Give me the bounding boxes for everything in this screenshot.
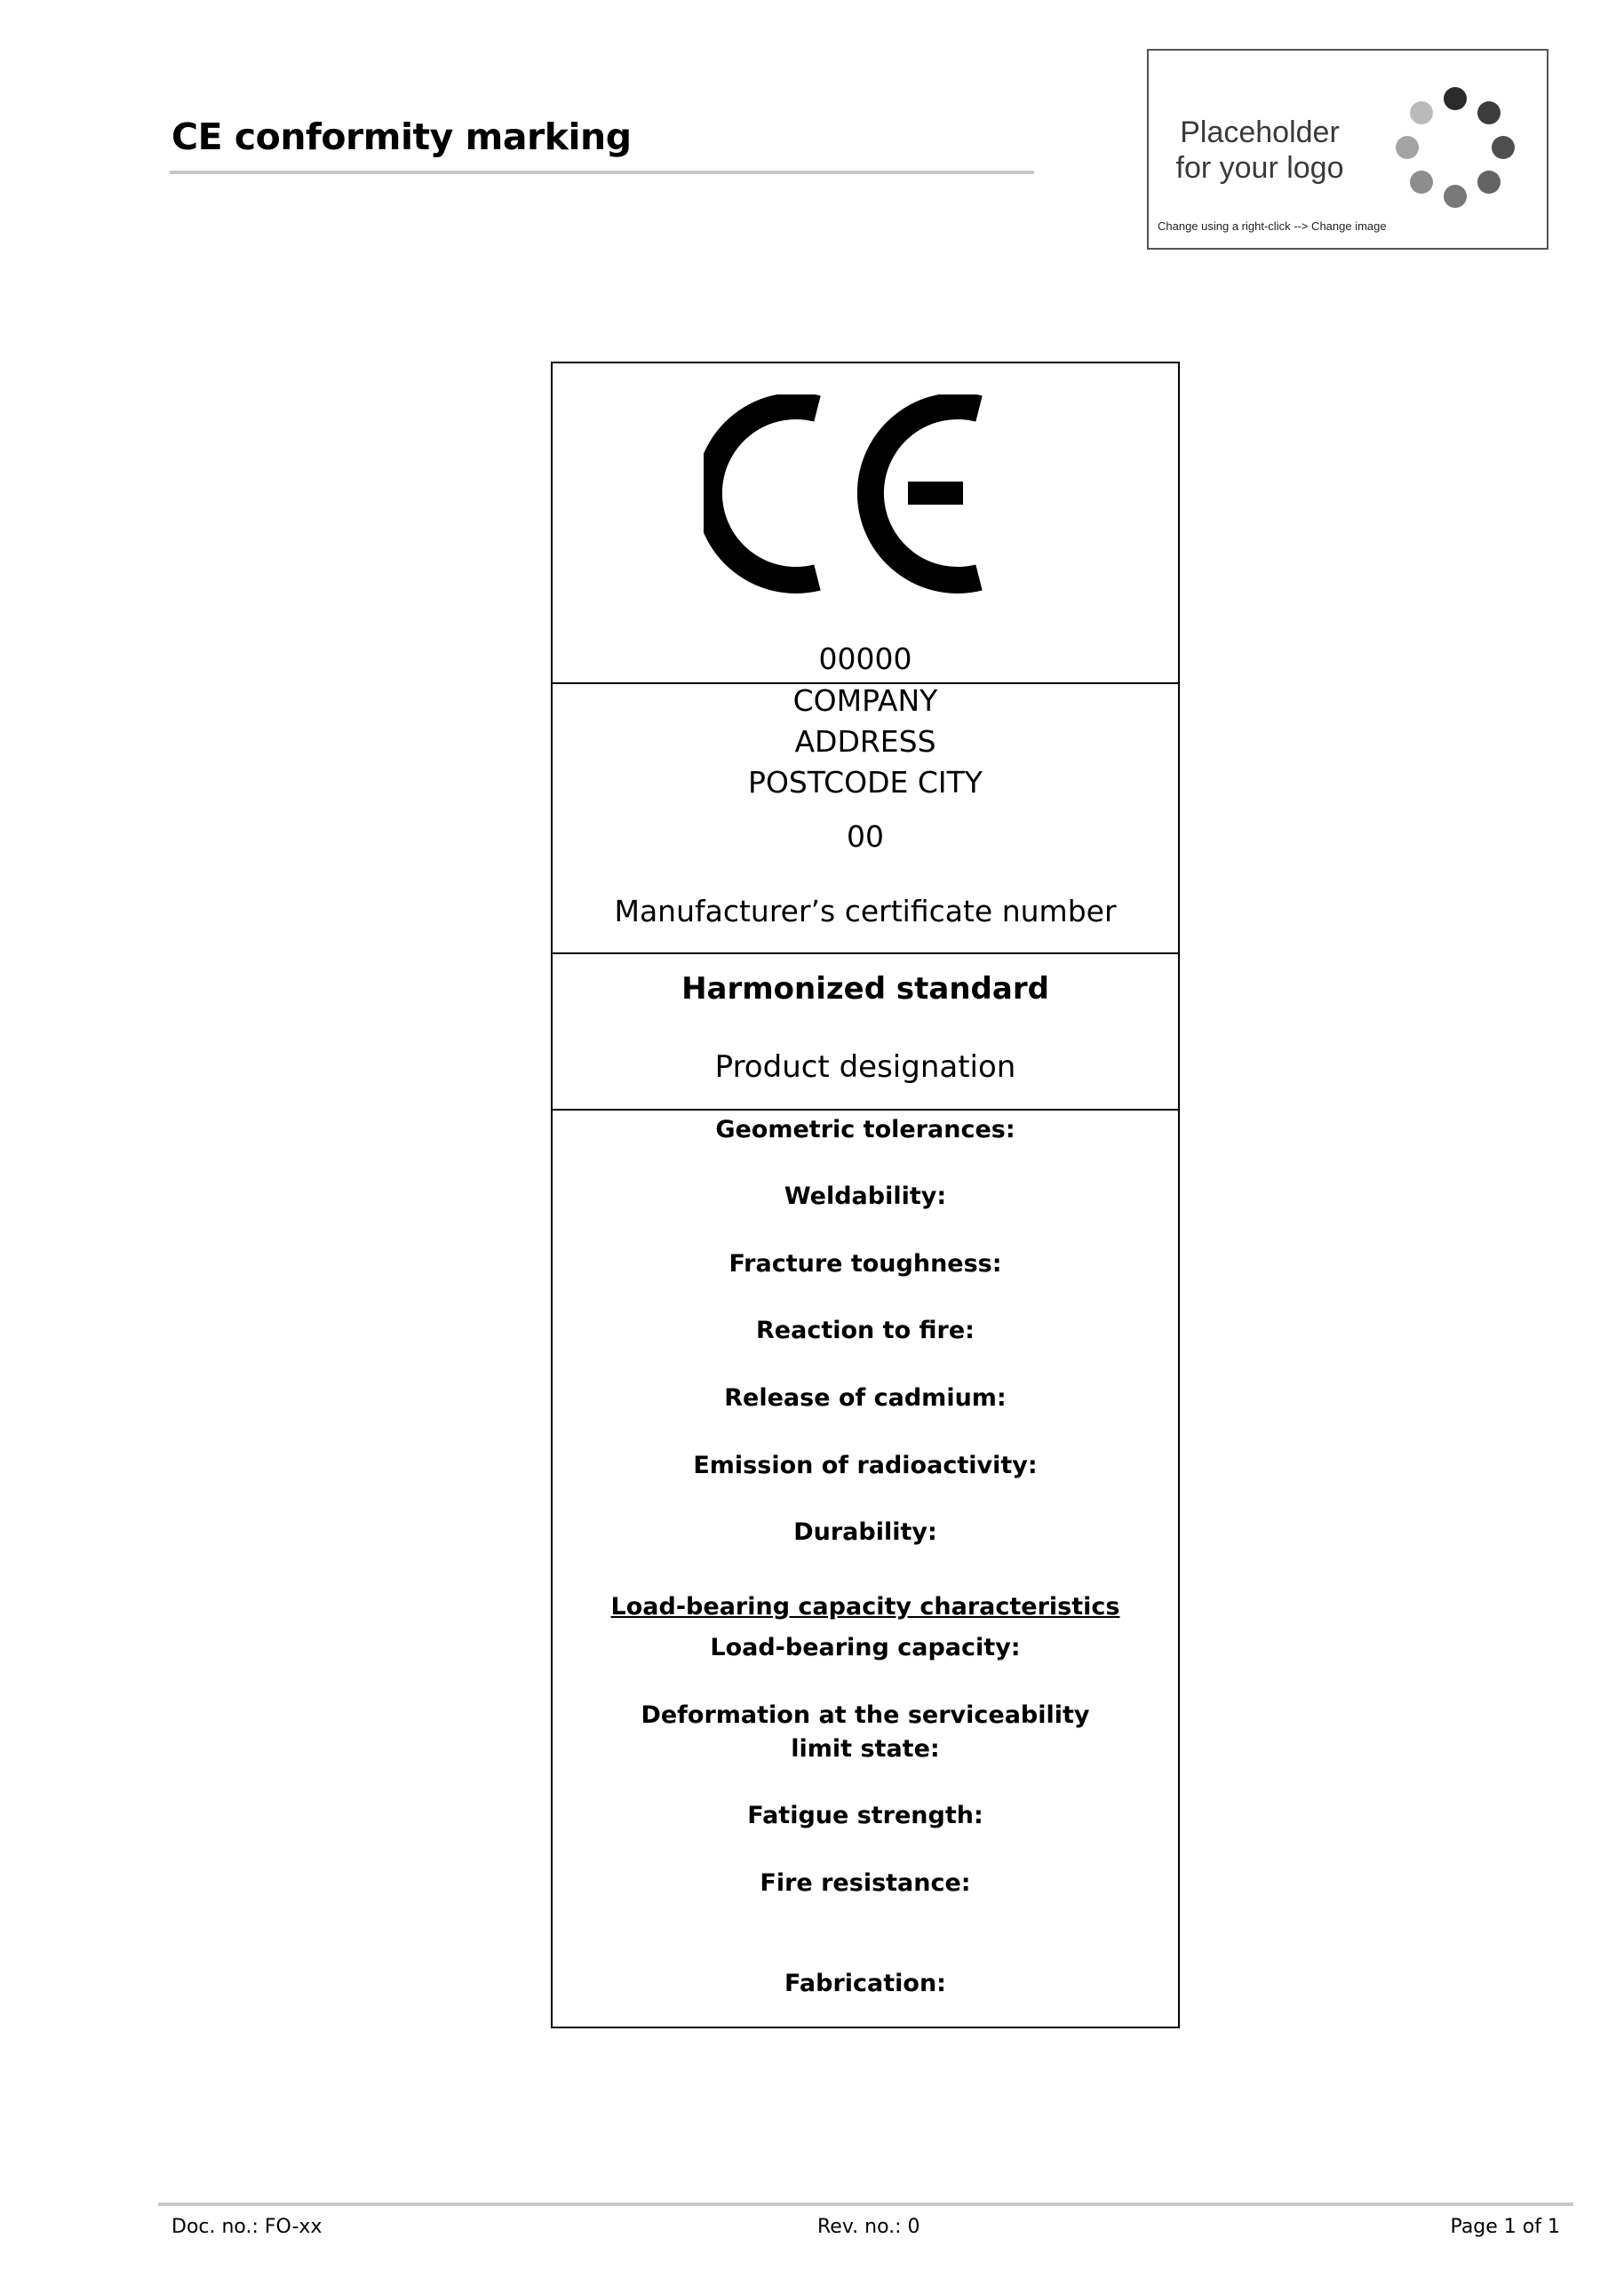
harmonized-standard: Harmonized standard [681,971,1049,1007]
company-postcode-city: POSTCODE CITY [748,765,983,800]
footer-doc-number: Doc. no.: FO-xx [171,2216,322,2238]
ce-label [551,362,1180,2028]
logo-placeholder[interactable] [1147,49,1548,250]
characteristic-deformation-line2: limit state: [791,1735,940,1763]
notified-body-number: 00000 [818,641,912,676]
characteristic-emission-of-radioactivity: Emission of radioactivity: [693,1452,1038,1479]
footer-revision-number: Rev. no.: 0 [817,2216,920,2238]
characteristic-durability: Durability: [793,1518,937,1546]
page-title: CE conformity marking [171,115,632,158]
certificate-number: Manufacturer’s certificate number [614,894,1117,928]
characteristic-deformation-line1: Deformation at the serviceability [641,1701,1090,1729]
title-underline [170,171,1034,174]
characteristic-geometric-tolerances: Geometric tolerances: [715,1116,1015,1143]
product-designation: Product designation [714,1049,1016,1085]
load-bearing-heading: Load-bearing capacity characteristics [610,1593,1120,1621]
logo-change-hint: Change using a right-click --> Change image [1158,219,1387,233]
characteristic-fracture-toughness: Fracture toughness: [728,1250,1002,1278]
logo-placeholder-text: Placeholder for your logo [1175,115,1344,185]
characteristic-release-of-cadmium: Release of cadmium: [724,1384,1007,1412]
characteristic-weldability: Weldability: [784,1183,947,1210]
loading-spinner-icon [1389,84,1522,209]
footer-page-number: Page 1 of 1 [1450,2216,1560,2238]
ce-mark-logo [704,394,1006,599]
footer-rule [158,2202,1573,2206]
year-of-marking: 00 [847,819,884,854]
divider [553,952,1178,954]
company-name: COMPANY [792,683,938,718]
divider [553,1109,1178,1111]
characteristic-fabrication: Fabrication: [784,1970,946,1997]
characteristic-fire-resistance: Fire resistance: [760,1869,971,1897]
characteristic-load-bearing-capacity: Load-bearing capacity: [710,1634,1021,1661]
characteristic-fatigue-strength: Fatigue strength: [747,1802,983,1829]
characteristic-reaction-to-fire: Reaction to fire: [756,1317,975,1344]
company-address: ADDRESS [794,724,936,759]
